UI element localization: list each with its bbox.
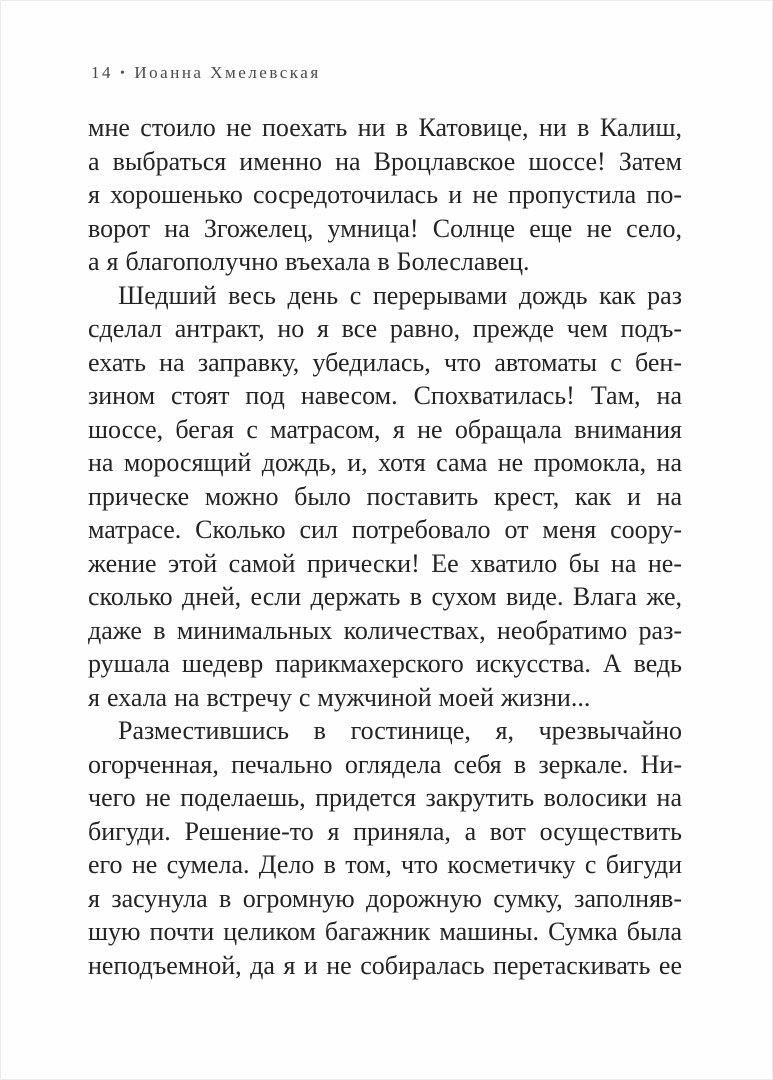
header-author: Иоанна Хмелевская	[134, 63, 321, 82]
text-line: Разместившись в гостинице, я, чрезвычайно	[118, 716, 682, 745]
paragraph	[88, 714, 682, 982]
paragraph	[88, 279, 682, 715]
text-line: шую почти целиком багажник машины. Сумка была	[88, 917, 682, 946]
text-line: огорченная, печально оглядела себя в зеркале. Ни-	[88, 749, 682, 779]
text-line: даже в минимальных количествах, необратимо раз-	[88, 615, 682, 645]
text-line: неподъемной, да я и не собиралась перетаскивать ее	[88, 950, 682, 980]
text-column	[88, 111, 682, 982]
text-line: бигуди. Решение-то я приняла, а вот осуществить	[88, 816, 682, 846]
text-line: на моросящий дождь, и, хотя сама не промокла, на	[88, 448, 682, 477]
text-line: ехать на заправку, убедилась, что автоматы с бен-	[88, 347, 682, 377]
text-line: матрасе. Сколько сил потребовало от меня соору-	[88, 515, 682, 544]
text-line: шоссе, бегая с матрасом, я не обращала внимания	[88, 414, 682, 444]
text-line: чего не поделаешь, придется закрутить волосики на	[88, 783, 682, 812]
text-line: я хорошенько сосредоточилась и не пропустила по-	[88, 180, 682, 209]
text-line: его не сумела. Дело в том, что косметичку с бигуди	[88, 850, 682, 879]
page-header	[91, 63, 321, 83]
text-line: сделал антракт, но я все равно, прежде чем подъ-	[88, 314, 682, 343]
text-line: сколько дней, если держать в сухом виде. Влага же,	[88, 582, 682, 611]
text-line: рушала шедевр парикмахерского искусства. А ведь	[88, 649, 682, 678]
text-line: жение этой самой прически! Ее хватило бы на не-	[88, 548, 682, 578]
text-line: ворот на Згожелец, умница! Солнце еще не село,	[88, 213, 682, 243]
paragraph	[88, 111, 682, 279]
text-line: Шедший весь день с перерывами дождь как раз	[118, 280, 682, 310]
text-line: прическе можно было поставить крест, как и на	[88, 481, 682, 511]
header-separator-dot: •	[120, 66, 128, 81]
text-line: а выбраться именно на Вроцлавское шоссе! Затем	[88, 146, 682, 176]
text-line: я ехала на встречу с мужчиной моей жизни...	[88, 682, 591, 712]
text-line: я засунула в огромную дорожную сумку, заполняв-	[88, 883, 682, 913]
page-number: 14	[91, 63, 113, 82]
text-line: а я благополучно въехала в Болеславец.	[88, 247, 530, 276]
text-line: мне стоило не поехать ни в Катовице, ни в Калиш,	[88, 113, 682, 142]
text-line: зином стоят под навесом. Спохватилась! Там, на	[88, 381, 682, 410]
